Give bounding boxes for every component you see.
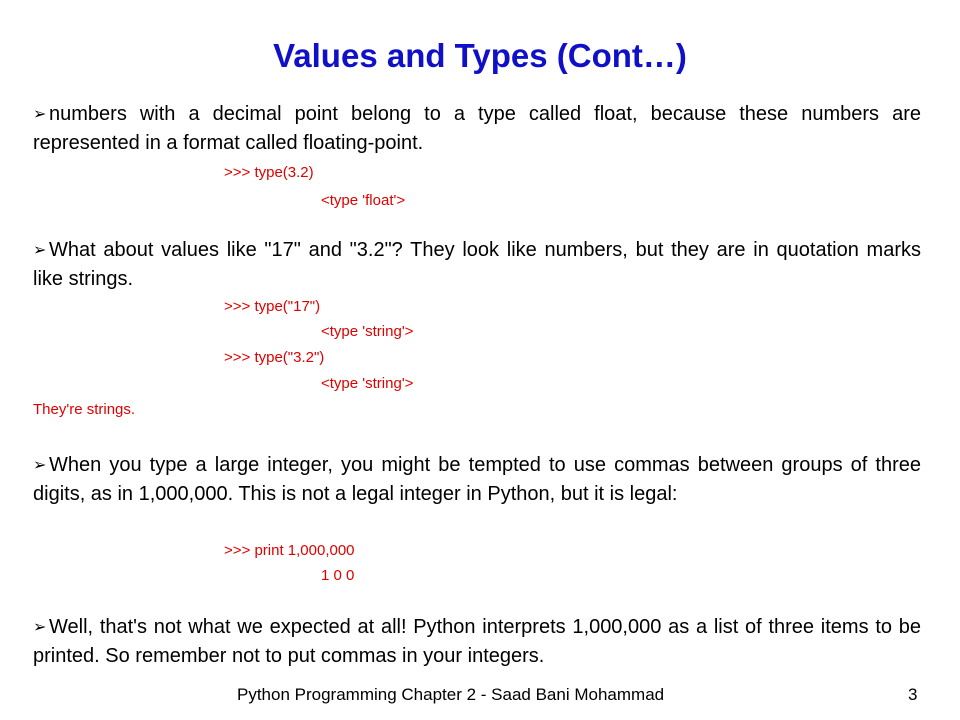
- arrow-bullet-icon: ➢: [33, 619, 47, 636]
- code-line-string-output: <type 'string'>: [321, 323, 414, 340]
- bullet-paragraph-commas-warning: [33, 613, 921, 671]
- slide-footer: [0, 682, 960, 708]
- bullet-paragraph-strings: [33, 236, 921, 294]
- arrow-bullet-icon: ➢: [33, 242, 47, 259]
- bullet-paragraph-large-integer: [33, 451, 921, 509]
- code-line-type-3-2-call: >>> type("3.2"): [224, 349, 325, 366]
- code-line-type-float-call: >>> type(3.2): [224, 164, 314, 181]
- page-number: 3: [908, 685, 918, 704]
- code-line-print-output: 1 0 0: [321, 567, 355, 584]
- code-line-print-call: >>> print 1,000,000: [224, 542, 355, 559]
- slide-title: Values and Types (Cont…): [273, 37, 687, 74]
- code-line-type-17-call: >>> type("17"): [224, 298, 321, 315]
- bullet-text: numbers with a decimal point belong to a type called float, because these numbers are represented in a format called floating-point.: [33, 103, 921, 154]
- bullet-text: When you type a large integer, you might be tempted to use commas between groups of three digits, as in 1,000,000. This is not a legal integer in Python, but it is legal:: [33, 454, 921, 505]
- code-line-theyre-strings: They're strings.: [33, 401, 136, 418]
- footer-text: Python Programming Chapter 2 - Saad Bani Mohammad: [237, 685, 665, 704]
- code-line-string-output: <type 'string'>: [321, 375, 414, 392]
- arrow-bullet-icon: ➢: [33, 106, 47, 123]
- bullet-paragraph-float: [33, 100, 921, 158]
- bullet-text: What about values like "17" and "3.2"? They look like numbers, but they are in quotation marks like strings.: [33, 239, 921, 290]
- arrow-bullet-icon: ➢: [33, 457, 47, 474]
- bullet-text: Well, that's not what we expected at all! Python interprets 1,000,000 as a list of three items to be printed. So remember not to put commas in your integers.: [33, 616, 921, 667]
- code-line-float-output: <type 'float'>: [321, 192, 406, 209]
